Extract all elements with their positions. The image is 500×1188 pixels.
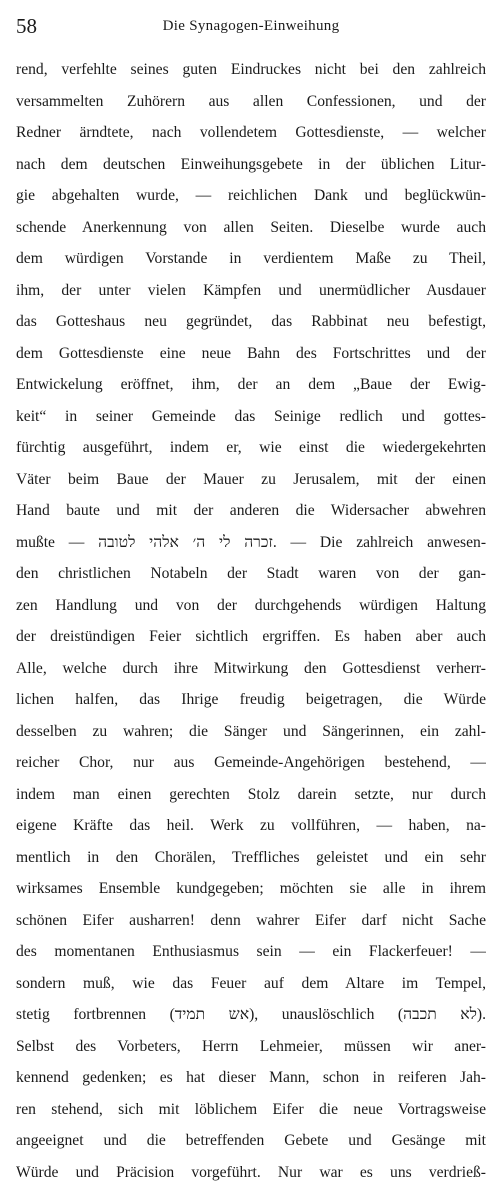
text-line: Würde und Präcision vorgeführt. Nur war es uns verdrieß- bbox=[16, 1157, 486, 1188]
text-line: ihm, der unter vielen Kämpfen und unermüdlicher Ausdauer bbox=[16, 275, 486, 307]
text-line: desselben zu wahren; die Sänger und Sängerinnen, ein zahl- bbox=[16, 716, 486, 748]
text-line: keit“ in seiner Gemeinde das Seinige redlich und gottes- bbox=[16, 401, 486, 433]
text-line: dem Gottesdienste eine neue Bahn des Fortschrittes und der bbox=[16, 338, 486, 370]
text-line: lichen halfen, das Ihrige freudig beigetragen, die Würde bbox=[16, 684, 486, 716]
text-line: Väter beim Baue der Mauer zu Jerusalem, mit der einen bbox=[16, 464, 486, 496]
text-line: versammelten Zuhörern aus allen Confessionen, und der bbox=[16, 86, 486, 118]
text-line: ren stehend, sich mit löblichem Eifer die neue Vortragsweise bbox=[16, 1094, 486, 1126]
text-line: der dreistündigen Feier sichtlich ergriffen. Es haben aber auch bbox=[16, 621, 486, 653]
text-line: stetig fortbrennen (אש תמיד), unauslöschlich (לא תכבה). bbox=[16, 999, 486, 1031]
text-line: kennend gedenken; es hat dieser Mann, schon in reiferen Jah- bbox=[16, 1062, 486, 1094]
text-line: indem man einen gerechten Stolz darein setzte, nur durch bbox=[16, 779, 486, 811]
text-line: schönen Eifer ausharren! denn wahrer Eifer darf nicht Sache bbox=[16, 905, 486, 937]
text-line: Redner ärndtete, nach vollendetem Gottesdienste, — welcher bbox=[16, 117, 486, 149]
text-line: Entwickelung eröffnet, ihm, der an dem „Baue der Ewig- bbox=[16, 369, 486, 401]
text-line: angeeignet und die betreffenden Gebete und Gesänge mit bbox=[16, 1125, 486, 1157]
text-line: nach dem deutschen Einweihungsgebete in der üblichen Litur- bbox=[16, 149, 486, 181]
running-title: Die Synagogen-Einweihung bbox=[16, 18, 486, 35]
text-line: eigene Kräfte das heil. Werk zu vollführen, — haben, na- bbox=[16, 810, 486, 842]
page-number: 58 bbox=[16, 14, 37, 39]
text-line: Alle, welche durch ihre Mitwirkung den Gottesdienst verherr- bbox=[16, 653, 486, 685]
page-header bbox=[16, 10, 486, 44]
text-line: wirksames Ensemble kundgegeben; möchten sie alle in ihrem bbox=[16, 873, 486, 905]
text-line: Selbst des Vorbeters, Herrn Lehmeier, müssen wir aner- bbox=[16, 1031, 486, 1063]
text-line: mentlich in den Chorälen, Treffliches geleistet und ein sehr bbox=[16, 842, 486, 874]
text-line: schende Anerkennung von allen Seiten. Dieselbe wurde auch bbox=[16, 212, 486, 244]
text-line: das Gotteshaus neu gegründet, das Rabbinat neu befestigt, bbox=[16, 306, 486, 338]
text-line: fürchtig ausgeführt, indem er, wie einst die wiedergekehrten bbox=[16, 432, 486, 464]
text-line: des momentanen Enthusiasmus sein — ein Flackerfeuer! — bbox=[16, 936, 486, 968]
text-line: mußte — זכרה לי ה׳ אלהי לטובה. — Die zahlreich anwesen- bbox=[16, 527, 486, 559]
text-line: dem würdigen Vorstande in verdientem Maße zu Theil, bbox=[16, 243, 486, 275]
body-text bbox=[16, 54, 486, 1188]
text-line: sondern muß, wie das Feuer auf dem Altare im Tempel, bbox=[16, 968, 486, 1000]
text-line: reicher Chor, nur aus Gemeinde-Angehörigen bestehend, — bbox=[16, 747, 486, 779]
text-line: rend, verfehlte seines guten Eindruckes nicht bei den zahlreich bbox=[16, 54, 486, 86]
text-line: den christlichen Notabeln der Stadt waren von der gan- bbox=[16, 558, 486, 590]
text-line: Hand baute und mit der anderen die Widersacher abwehren bbox=[16, 495, 486, 527]
text-line: gie abgehalten wurde, — reichlichen Dank und beglückwün- bbox=[16, 180, 486, 212]
text-line: zen Handlung und von der durchgehends würdigen Haltung bbox=[16, 590, 486, 622]
